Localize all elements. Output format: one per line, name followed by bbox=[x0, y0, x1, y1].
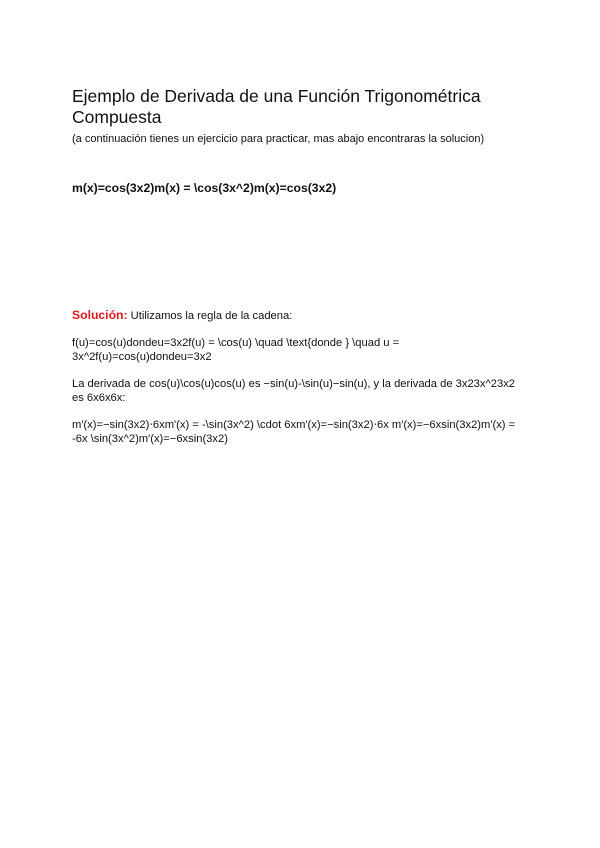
solution-label: Solución: bbox=[72, 308, 128, 322]
solution-section bbox=[72, 308, 528, 446]
solution-step-1: f(u)=cos(u)dondeu=3x2f(u) = \cos(u) \quad \text{donde } \quad u = 3x^2f(u)=cos(u)dondeu=3x2 bbox=[72, 337, 400, 363]
problem-statement: m(x)=cos(3x2)m(x) = \cos(3x^2)m(x)=cos(3x2) bbox=[72, 181, 337, 195]
solution-step-3: m′(x)=−sin(3x2)⋅6xm'(x) = -\sin(3x^2) \cdot 6xm′(x)=−sin(3x2)⋅6x m′(x)=−6xsin(3x2)m'(x) = -6x \sin(3x^2)m′(x)=−6xsin(3x2) bbox=[72, 419, 516, 445]
document-title: Ejemplo de Derivada de una Función Trigonométrica Compuesta bbox=[72, 86, 481, 127]
solution-intro-text: Utilizamos la regla de la cadena: bbox=[127, 310, 293, 322]
solution-intro-paragraph bbox=[72, 308, 528, 323]
document-subtitle: (a continuación tienes un ejercicio para practicar, mas abajo encontraras la solucion) bbox=[72, 133, 485, 145]
solution-step-2: La derivada de cos(u)\cos(u)cos(u) es −sin(u)-\sin(u)−sin(u), y la derivada de 3x23x^23x2 es 6x6x6x: bbox=[72, 378, 516, 404]
